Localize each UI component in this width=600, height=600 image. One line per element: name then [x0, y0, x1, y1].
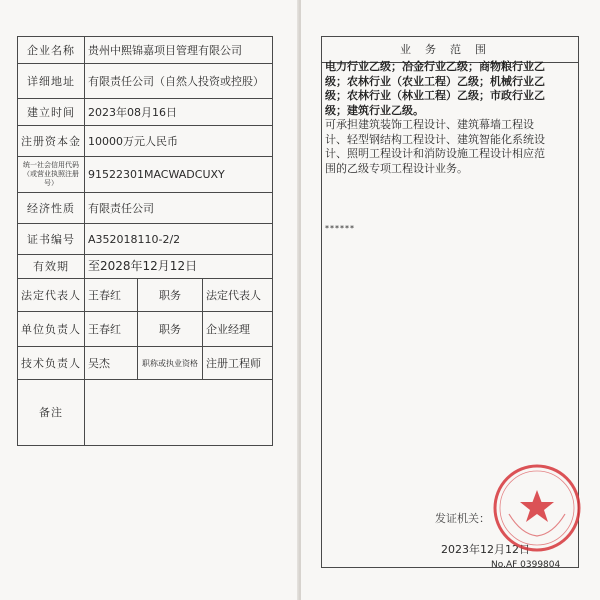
certificate-number-label: 证书编号 [18, 224, 85, 255]
tech-head-title-label: 职称或执业资格 [138, 347, 203, 380]
legal-rep-position-label: 职务 [138, 279, 203, 312]
legal-rep-position: 法定代表人 [203, 279, 273, 312]
capital-value: 10000万元人民币 [85, 126, 273, 157]
certificate-right-page [301, 0, 600, 600]
business-scope-title: 业务范围 [322, 37, 578, 63]
issue-date: 2023年12月12日 [441, 543, 530, 556]
tech-head-title: 注册工程师 [203, 347, 273, 380]
table-row [18, 99, 273, 126]
tech-head-label: 技术负责人 [18, 347, 85, 380]
scope-text: 可承担建筑装饰工程设计、建筑幕墙工程设计、轻型钢结构工程设计、建筑智能化系统设计、照明工程设计和消防设施工程设计相应范围的乙级专项工程设计业务。 [325, 118, 545, 175]
company-name-label: 企业名称 [18, 37, 85, 64]
economic-nature-value: 有限责任公司 [85, 193, 273, 224]
validity-label: 有效期 [18, 255, 85, 279]
unit-head-position-label: 职务 [138, 312, 203, 347]
established-value: 2023年08月16日 [85, 99, 273, 126]
capital-label: 注册资本金 [18, 126, 85, 157]
unit-head-label: 单位负责人 [18, 312, 85, 347]
address-value: 有限责任公司（自然人投资或控股） [85, 64, 273, 99]
certificate-info-table [17, 36, 273, 446]
business-scope-text [325, 60, 547, 176]
tech-head-name: 吴杰 [85, 347, 138, 380]
table-row [18, 279, 273, 312]
company-name-value: 贵州中熙锦嘉项目管理有限公司 [85, 37, 273, 64]
certificate-serial-number: No.AF 0399804 [491, 560, 561, 570]
table-row [18, 64, 273, 99]
issuing-authority-label: 发证机关： [435, 512, 490, 525]
credit-code-value: 91522301MACWADCUXY [85, 157, 273, 193]
table-row [18, 37, 273, 64]
established-label: 建立时间 [18, 99, 85, 126]
table-row [18, 312, 273, 347]
address-label: 详细地址 [18, 64, 85, 99]
certificate-number-value: A352018110-2/2 [85, 224, 273, 255]
remarks-value [85, 380, 273, 446]
table-row [18, 126, 273, 157]
qualification-text: 电力行业乙级；冶金行业乙级；商物粮行业乙级；农林行业（农业工程）乙级；机械行业乙级；农林行业（林业工程）乙级；市政行业乙级；建筑行业乙级。 [325, 60, 545, 117]
official-seal-icon [491, 462, 583, 554]
table-row [18, 255, 273, 279]
remarks-label: 备注 [18, 380, 85, 446]
unit-head-name: 王春红 [85, 312, 138, 347]
validity-value: 至2028年12月12日 [85, 255, 273, 279]
table-row [18, 157, 273, 193]
scope-end-dots: ****** [325, 224, 355, 233]
economic-nature-label: 经济性质 [18, 193, 85, 224]
table-row [18, 380, 273, 446]
table-row [18, 193, 273, 224]
credit-code-label: 统一社会信用代码（或营业执照注册号） [18, 157, 85, 193]
table-row [18, 347, 273, 380]
legal-rep-label: 法定代表人 [18, 279, 85, 312]
unit-head-position: 企业经理 [203, 312, 273, 347]
legal-rep-name: 王春红 [85, 279, 138, 312]
table-row [18, 224, 273, 255]
